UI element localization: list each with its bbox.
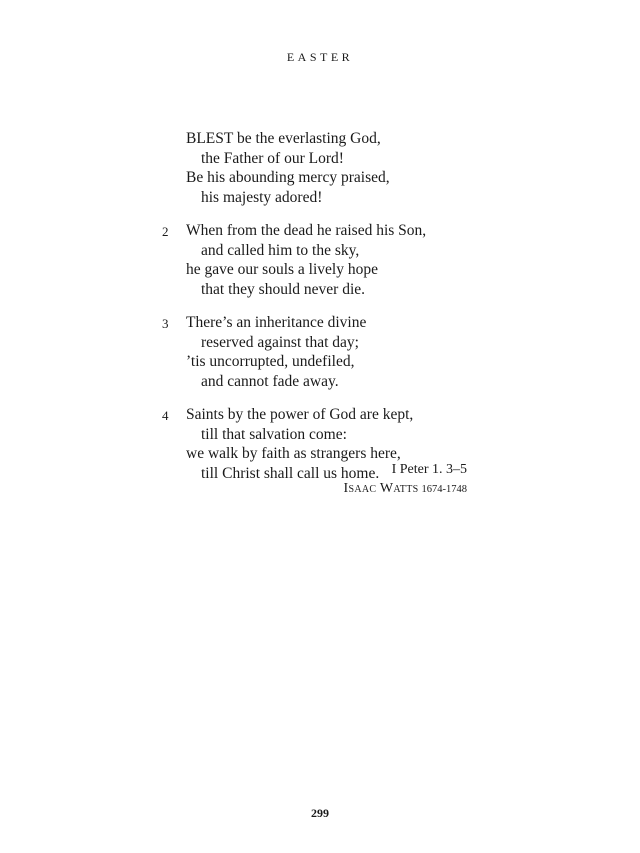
verse-line: the Father of our Lord! [201,149,344,167]
attribution [300,460,467,499]
verse-2 [160,221,480,299]
hymn-text [160,129,480,497]
verse-line: till Christ shall call us home. [201,464,380,482]
verse-line: that they should never die. [201,280,365,298]
author-name: Isaac Watts [343,481,419,496]
verse-line: we walk by faith as strangers here, [186,445,401,462]
page-number: 299 [311,806,329,820]
verse-3 [160,313,480,391]
verse-number: 3 [162,316,169,331]
verse-1 [160,129,480,207]
verse-line: When from the dead he raised his Son, [186,222,427,239]
verse-line: reserved against that day; [201,333,359,351]
verse-line: There’s an inheritance divine [186,314,367,331]
verse-line: his majesty adored! [201,188,323,206]
verse-line: and cannot fade away. [201,372,339,390]
verse-line: Be his abounding mercy praised, [186,169,390,186]
verse-line: Saints by the power of God are kept, [186,406,414,423]
verse-line: and called him to the sky, [201,241,360,259]
verse-number: 2 [162,224,169,239]
verse-line: he gave our souls a lively hope [186,261,378,278]
scripture-reference: I Peter 1. 3–5 [391,462,467,477]
running-head: EASTER [286,50,354,64]
verse-line: till that salvation come: [201,425,347,443]
verse-line: BLEST be the everlasting God, [186,130,381,147]
verse-number: 4 [162,408,169,423]
verse-line: ’tis uncorrupted, undefiled, [186,353,355,370]
author-credit [300,479,467,499]
author-dates: 1674-1748 [421,484,467,495]
